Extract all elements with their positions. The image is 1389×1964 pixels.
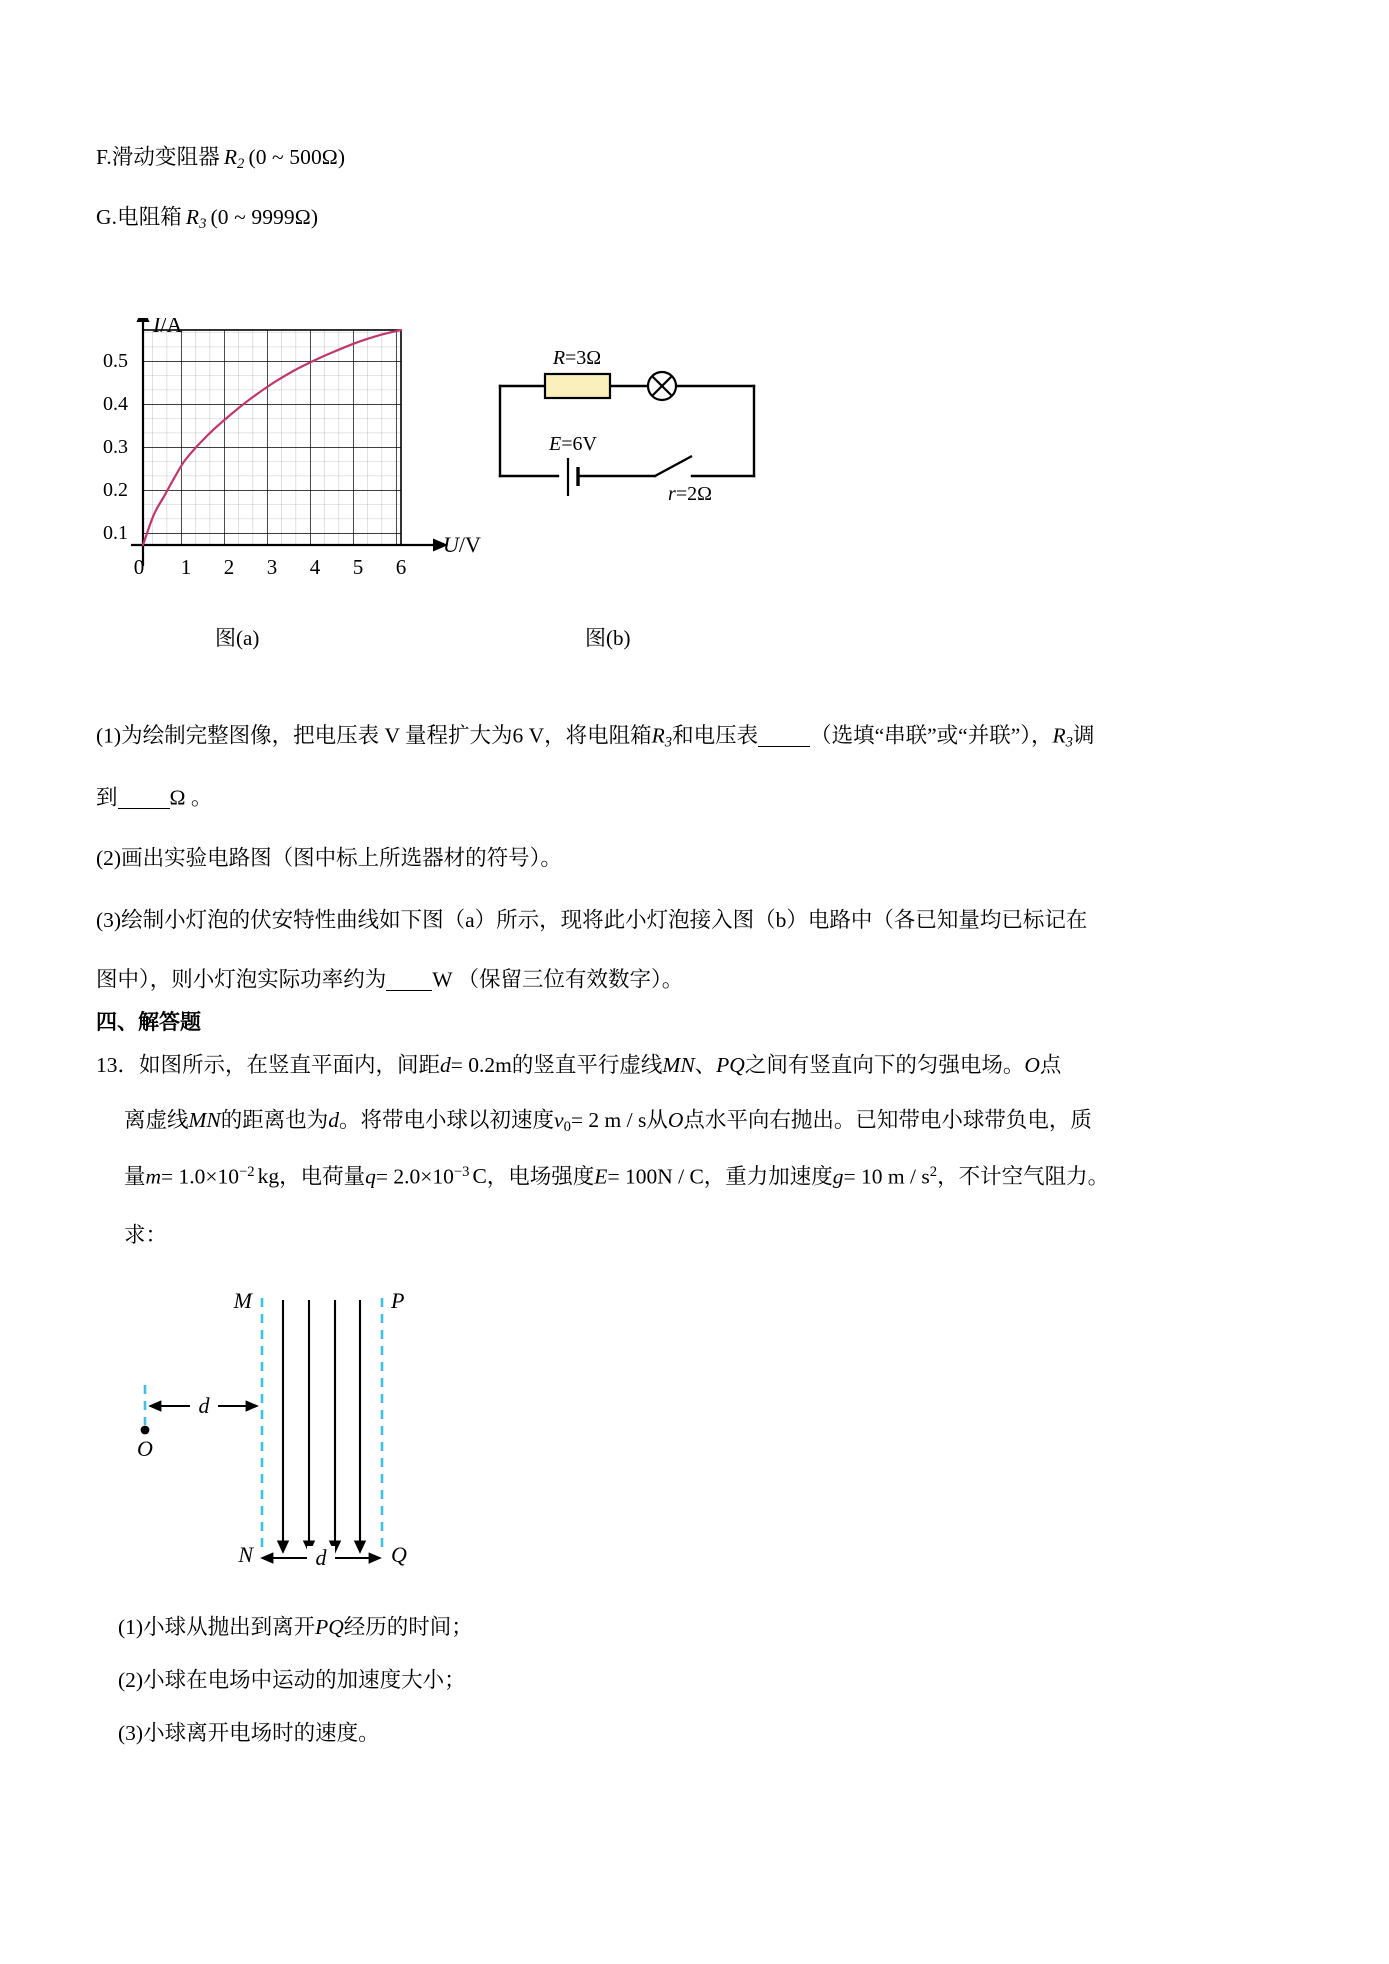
internal-resistance-label: r=2Ω <box>668 483 712 505</box>
problem-13-l1-mn: MN <box>662 1053 695 1077</box>
problem-13-l2-v0-sub: 0 <box>563 1119 571 1136</box>
chart-x-ticks <box>134 555 407 579</box>
svg-text:3: 3 <box>266 555 278 579</box>
svg-text:4: 4 <box>309 555 321 579</box>
question-1-symbol-r3-sub: 3 <box>664 734 673 751</box>
problem-13-sub-2: (2)小球在电场中运动的加速度大小； <box>118 1668 466 1692</box>
problem-13-l1-text: 如图所示，在竖直平面内，间距 <box>139 1053 441 1077</box>
question-3-line-1: (3)绘制小灯泡的伏安特性曲线如下图（a）所示，现将此小灯泡接入图（b）电路中（各已知量均已标记在 <box>96 908 1088 932</box>
problem-13-l2-mid2: 。将带电小球以初速度 <box>339 1108 555 1132</box>
problem-13-sub-1 <box>118 1617 473 1639</box>
problem-13-l1-pq: PQ <box>716 1053 745 1077</box>
resistor-label: R=3Ω <box>552 350 602 369</box>
svg-text:0.1: 0.1 <box>103 522 128 544</box>
section-heading-four: 四、解答题 <box>96 1011 201 1034</box>
electric-field-diagram <box>95 1270 435 1570</box>
svg-text:0: 0 <box>133 555 145 579</box>
label-P: P <box>391 1288 405 1313</box>
chart-xlabel: U/V <box>443 532 481 557</box>
problem-13-l1-sep: 、 <box>694 1053 717 1077</box>
equipment-item-g-range: (0 ~ 9999Ω) <box>210 205 319 229</box>
switch-symbol <box>655 456 692 476</box>
problem-13-l3-m: m <box>145 1164 162 1189</box>
chart-y-ticks <box>103 350 128 544</box>
question-1-text-part3: （选填“串联”或“并联”）， <box>810 723 1053 748</box>
equipment-item-f-subscript: 2 <box>237 156 245 173</box>
problem-13-l3-m-exp: −2 <box>239 1164 255 1180</box>
svg-text:0.3: 0.3 <box>103 436 128 458</box>
question-1-line2-post: Ω 。 <box>169 785 213 810</box>
battery-symbol <box>568 458 578 496</box>
iv-characteristic-chart <box>95 318 515 598</box>
dimension-d-horizontal <box>150 1393 257 1418</box>
problem-13-l3-q-unit: C <box>472 1164 487 1189</box>
question-1-symbol-r3: R <box>651 723 665 748</box>
problem-13-sub1-end: 经历的时间； <box>343 1615 473 1639</box>
question-1-text-part4: 调 <box>1072 723 1095 748</box>
problem-13-l2-mid3: 从 <box>646 1108 668 1132</box>
equipment-item-g-subscript: 3 <box>199 216 207 233</box>
point-o-marker <box>141 1426 150 1435</box>
problem-13-sub1-pq: PQ <box>315 1615 344 1639</box>
equipment-item-g-symbol: R <box>185 205 200 229</box>
problem-13-sub-3: (3)小球离开电场时的速度。 <box>118 1721 380 1745</box>
lamp-symbol <box>648 372 676 400</box>
question-3-line2-post: W （保留三位有效数字）。 <box>432 967 684 992</box>
problem-13-l3-q-val: = 2.0×10 <box>375 1164 454 1189</box>
problem-13-line-2 <box>124 1110 1092 1135</box>
circuit-wires <box>500 386 754 476</box>
figure-b-caption: 图(b) <box>585 626 631 650</box>
problem-13-number: 13． <box>96 1053 140 1077</box>
equipment-item-f <box>96 147 345 172</box>
question-1-line-2 <box>96 786 212 809</box>
problem-13-l1-tail: 点 <box>1039 1053 1062 1077</box>
svg-text:0.5: 0.5 <box>103 350 128 372</box>
chart-ylabel: I/A <box>153 318 183 337</box>
problem-13-l1-eq: = 0.2m <box>450 1053 512 1077</box>
problem-13-l3-E: E <box>594 1164 608 1189</box>
question-1-text-part1: (1)为绘制完整图像，把电压表 V 量程扩大为6 V，将电阻箱 <box>96 723 652 748</box>
problem-13-l2-end: 点水平向右抛出。已知带电小球带负电，质 <box>683 1108 1092 1132</box>
svg-text:6: 6 <box>395 555 407 579</box>
problem-13-l3-m-unit: kg <box>257 1164 280 1189</box>
problem-13-l3-c1: ，电荷量 <box>279 1164 366 1189</box>
problem-13-l3-g: g <box>832 1164 844 1189</box>
label-Q: Q <box>391 1542 407 1567</box>
label-d-horizontal: d <box>198 1393 210 1418</box>
label-M: M <box>233 1288 252 1313</box>
answer-blank-series-parallel[interactable] <box>758 724 810 747</box>
equipment-item-f-label: F.滑动变阻器 <box>96 145 220 169</box>
svg-text:0.2: 0.2 <box>103 479 128 501</box>
label-N: N <box>238 1542 253 1567</box>
question-1-symbol2-r3-sub: 3 <box>1065 734 1073 751</box>
circuit-diagram-b <box>480 350 800 580</box>
problem-13-l3-c3: ，重力加速度 <box>703 1164 833 1189</box>
question-1-line-1 <box>96 724 1095 750</box>
problem-13-l1-mid: 的竖直平行虚线 <box>511 1053 663 1077</box>
problem-13-l3-m-val: = 1.0×10 <box>161 1164 240 1189</box>
problem-13-line-3 <box>124 1165 1109 1188</box>
question-3-line-2 <box>96 968 683 991</box>
problem-13-l1-o: O <box>1024 1053 1040 1077</box>
equipment-item-g-label: G.电阻箱 <box>96 205 182 229</box>
problem-13-l2-pre: 离虚线 <box>124 1108 189 1132</box>
problem-13-l3-c2: ，电场强度 <box>486 1164 595 1189</box>
label-O: O <box>137 1436 153 1461</box>
question-1-text-part2: 和电压表 <box>672 723 759 748</box>
svg-text:1: 1 <box>180 555 192 579</box>
dimension-d-bottom <box>262 1545 380 1570</box>
problem-13-l3-c4: ，不计空气阻力。 <box>937 1164 1110 1189</box>
problem-13-l3-g-val: = 10 m / s <box>843 1164 930 1189</box>
problem-13-ask-label: 求： <box>124 1223 168 1247</box>
equipment-item-g <box>96 207 318 232</box>
problem-13-l2-o: O <box>667 1108 684 1132</box>
problem-13-line-1 <box>96 1055 1061 1077</box>
equipment-item-f-range: (0 ~ 500Ω) <box>248 145 346 169</box>
answer-blank-power[interactable] <box>386 968 432 991</box>
figure-a-caption: 图(a) <box>215 626 260 650</box>
svg-text:5: 5 <box>352 555 364 579</box>
equipment-item-f-symbol: R <box>223 145 238 169</box>
problem-13-l2-v0-val: = 2 m / s <box>570 1108 647 1132</box>
resistor-symbol <box>545 374 610 398</box>
problem-13-l1-d: d <box>440 1053 451 1077</box>
question-3-line2-pre: 图中），则小灯泡实际功率约为 <box>96 967 387 992</box>
question-2: (2)画出实验电路图（图中标上所选器材的符号）。 <box>96 846 562 870</box>
problem-13-sub1-pre: (1)小球从抛出到离开 <box>118 1615 316 1639</box>
question-1-line2-pre: 到 <box>96 785 118 810</box>
problem-13-l3-q-exp: −3 <box>453 1164 470 1180</box>
field-lines-group <box>283 1300 360 1547</box>
problem-13-l3-g-exp: 2 <box>929 1164 938 1180</box>
problem-13-l3-pre: 量 <box>124 1164 146 1189</box>
problem-13-l2-mn: MN <box>188 1108 221 1132</box>
question-1-symbol2-r3: R <box>1052 723 1066 748</box>
problem-13-l2-v0: v <box>554 1108 564 1132</box>
svg-text:0.4: 0.4 <box>103 393 128 415</box>
problem-13-l2-mid: 的距离也为 <box>220 1108 329 1132</box>
answer-blank-resistance-value[interactable] <box>118 786 170 809</box>
label-d-bottom: d <box>315 1545 327 1570</box>
problem-13-l2-d: d <box>328 1108 340 1132</box>
emf-label: E=6V <box>549 433 597 455</box>
problem-13-l3-q: q <box>365 1164 376 1189</box>
problem-13-l1-end: 之间有竖直向下的匀强电场。 <box>744 1053 1025 1077</box>
svg-text:2: 2 <box>223 555 235 579</box>
problem-13-l3-E-val: = 100N / C <box>607 1164 704 1189</box>
chart-grid <box>143 330 401 545</box>
